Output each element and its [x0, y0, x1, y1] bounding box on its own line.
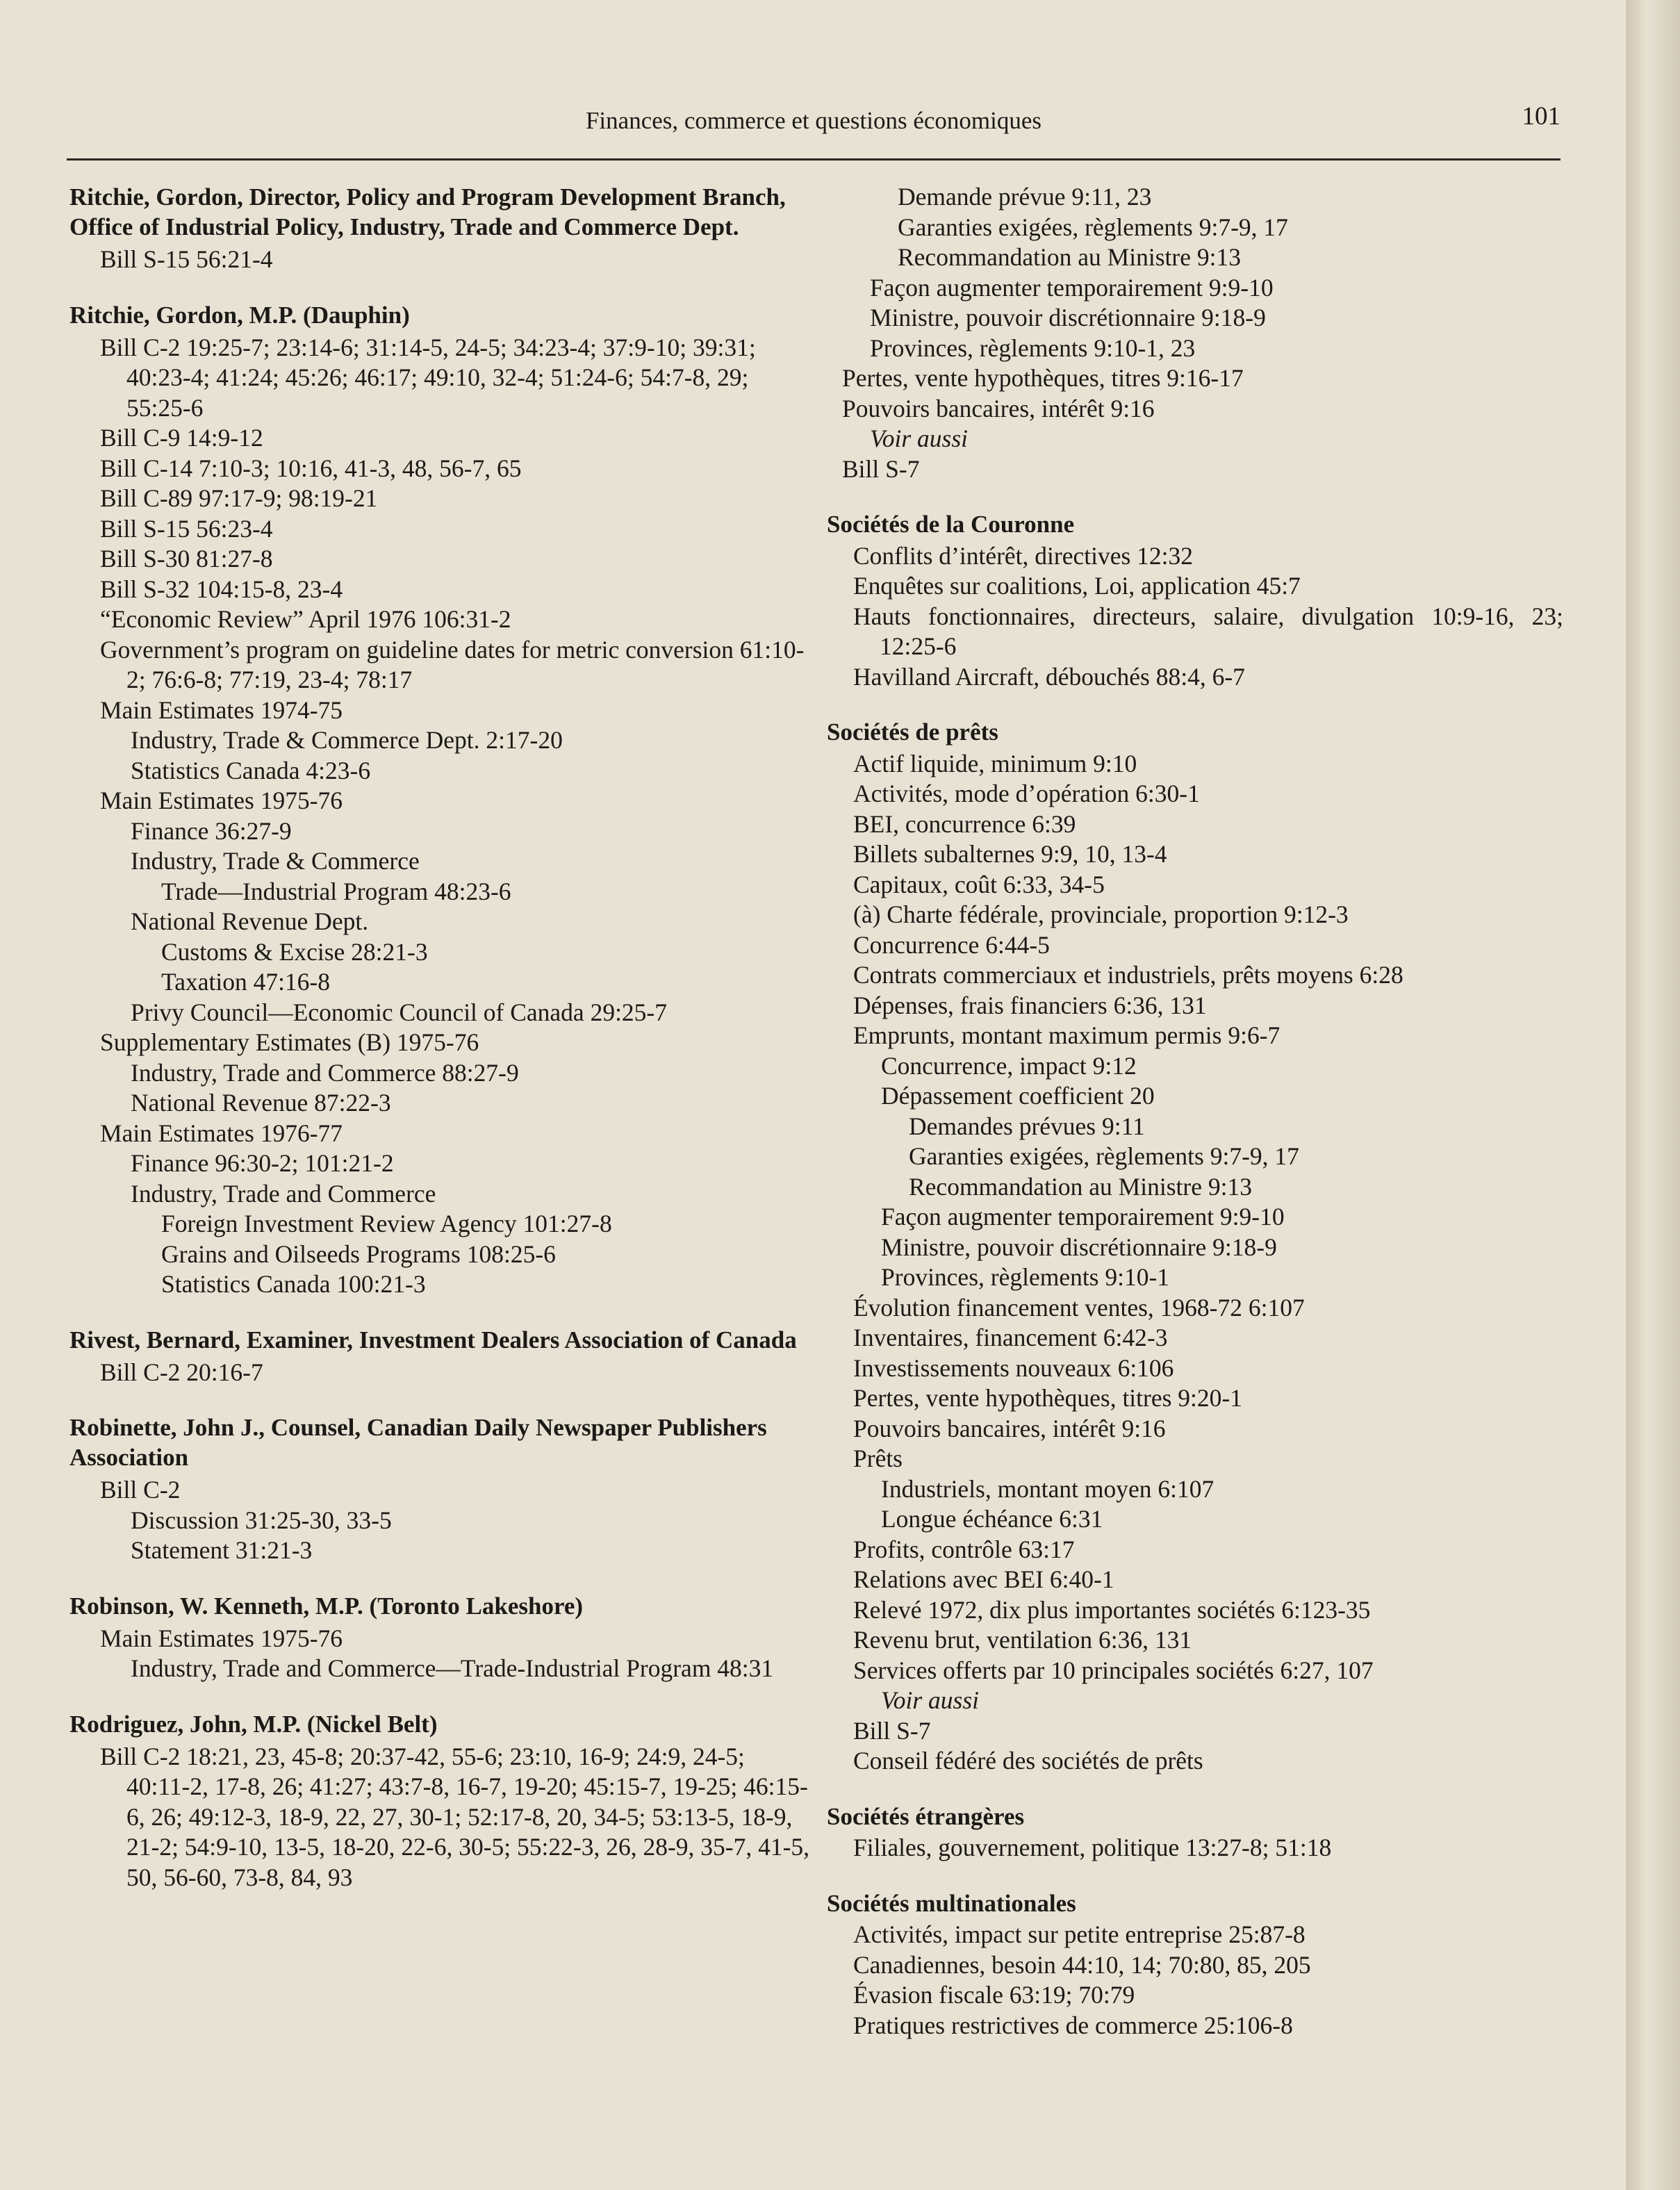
- index-subentry: Main Estimates 1975-76: [100, 1624, 343, 1652]
- index-subentry: Façon augmenter temporairement 9:9-10: [881, 1203, 1285, 1230]
- entry-heading: Ritchie, Gordon, M.P. (Dauphin): [69, 301, 410, 329]
- index-subentry: Government’s program on guideline dates for metric conversion 61:10-2; 76:6-8; 77:19, 23-4; 78:17: [100, 635, 805, 693]
- running-header: [67, 101, 1560, 160]
- section-heading: Sociétés multinationales: [827, 1889, 1076, 1917]
- index-subentry: Pratiques restrictives de commerce 25:106-8: [853, 2011, 1293, 2039]
- index-subentry: Industry, Trade and Commerce—Trade-Industrial Program 48:31: [131, 1654, 774, 1682]
- index-subentry: Pouvoirs bancaires, intérêt 9:16: [853, 1414, 1166, 1442]
- index-subentry: Statement 31:21-3: [131, 1536, 313, 1564]
- index-subentry: (à) Charte fédérale, provinciale, proportion 9:12-3: [853, 900, 1349, 928]
- entry-heading: Robinson, W. Kenneth, M.P. (Toronto Lakeshore): [69, 1592, 584, 1620]
- index-subentry: Havilland Aircraft, débouchés 88:4, 6-7: [853, 662, 1245, 691]
- index-subentry: Investissements nouveaux 6:106: [853, 1353, 1174, 1382]
- entry-heading: Robinette, John J., Counsel, Canadian Daily Newspaper Publishers Association: [69, 1414, 767, 1471]
- index-subentry: Capitaux, coût 6:33, 34-5: [853, 870, 1105, 898]
- index-subentry: Statistics Canada 4:23-6: [131, 756, 371, 784]
- index-entry: [69, 1591, 813, 1684]
- index-subentry: Activités, mode d’opération 6:30-1: [853, 780, 1200, 807]
- index-subentry: Garanties exigées, règlements 9:7-9, 17: [909, 1142, 1299, 1170]
- index-subentry: Grains and Oilseeds Programs 108:25-6: [161, 1240, 556, 1268]
- index-subentry: Enquêtes sur coalitions, Loi, application 45:7: [853, 572, 1301, 600]
- index-subentry: Relations avec BEI 6:40-1: [853, 1565, 1114, 1593]
- index-subentry: Ministre, pouvoir discrétionnaire 9:18-9: [881, 1233, 1277, 1261]
- index-subentry: Demandes prévues 9:11: [909, 1112, 1145, 1140]
- index-subentry: Provinces, règlements 9:10-1: [881, 1263, 1170, 1291]
- index-subentry: Relevé 1972, dix plus importantes sociétés 6:123-35: [853, 1595, 1371, 1624]
- left-column: [69, 182, 813, 1918]
- index-subentry: Emprunts, montant maximum permis 9:6-7: [853, 1021, 1280, 1049]
- index-subentry: Bill S-30 81:27-8: [100, 545, 273, 573]
- index-subentry: Foreign Investment Review Agency 101:27-8: [161, 1210, 612, 1237]
- index-subentry: Supplementary Estimates (B) 1975-76: [100, 1028, 479, 1056]
- index-subentry: Conflits d’intérêt, directives 12:32: [853, 541, 1194, 570]
- index-subentry: Canadiennes, besoin 44:10, 14; 70:80, 85, 205: [853, 1950, 1311, 1979]
- index-subentry: Bill C-2 19:25-7; 23:14-6; 31:14-5, 24-5; 34:23-4; 37:9-10; 39:31; 40:23-4; 41:24; 45:26; 46:17; 49:10, 32-4; 51:24-6; 54:7-8, 29; 55:25-6: [100, 333, 756, 422]
- index-subentry: Privy Council—Economic Council of Canada 29:25-7: [131, 998, 668, 1026]
- index-subentry: National Revenue 87:22-3: [131, 1089, 391, 1117]
- index-subentry: Industry, Trade & Commerce Dept. 2:17-20: [131, 726, 563, 754]
- index-subentry: Bill S-15 56:23-4: [100, 514, 273, 543]
- index-subentry: Filiales, gouvernement, politique 13:27-8; 51:18: [853, 1834, 1332, 1861]
- index-subentry: BEI, concurrence 6:39: [853, 809, 1076, 838]
- index-subentry: Main Estimates 1975-76: [100, 787, 343, 814]
- section-heading: Sociétés de prêts: [827, 718, 998, 746]
- index-subentry: Taxation 47:16-8: [161, 968, 331, 996]
- index-entry: [69, 182, 813, 275]
- index-subentry: Demande prévue 9:11, 23: [898, 183, 1152, 211]
- index-subentry: Finance 36:27-9: [131, 816, 292, 845]
- index-subentry: Dépenses, frais financiers 6:36, 131: [853, 991, 1207, 1019]
- index-subentry: “Economic Review” April 1976 106:31-2: [100, 605, 511, 633]
- index-entry: [69, 1709, 813, 1893]
- index-subentry: Main Estimates 1976-77: [100, 1119, 343, 1147]
- section-heading: Sociétés étrangères: [827, 1802, 1025, 1830]
- index-subentry: Voir aussi: [881, 1686, 980, 1714]
- index-subentry: Services offerts par 10 principales sociétés 6:27, 107: [853, 1656, 1374, 1684]
- index-subentry: Évasion fiscale 63:19; 70:79: [853, 1981, 1135, 2009]
- index-subentry: Ministre, pouvoir discrétionnaire 9:18-9: [870, 304, 1266, 331]
- index-subentry: Conseil fédéré des sociétés de prêts: [853, 1747, 1203, 1775]
- index-subentry: Hauts fonctionnaires, directeurs, salaire, divulgation 10:9-16, 23; 12:25-6: [853, 602, 1563, 660]
- index-subentry: Voir aussi: [870, 425, 969, 452]
- subject-section: [827, 1802, 1563, 1863]
- index-subentry: Industry, Trade and Commerce: [131, 1179, 436, 1208]
- continued-entry: [827, 182, 1563, 484]
- index-subentry: Bill C-9 14:9-12: [100, 424, 263, 452]
- index-subentry: National Revenue Dept.: [131, 907, 369, 935]
- index-subentry: Actif liquide, minimum 9:10: [853, 749, 1137, 777]
- index-subentry: Pertes, vente hypothèques, titres 9:20-1: [853, 1384, 1242, 1412]
- subject-section: [827, 509, 1563, 692]
- subject-section: [827, 717, 1563, 1777]
- index-subentry: Industry, Trade & Commerce: [131, 847, 420, 875]
- right-column: [827, 182, 1563, 2066]
- index-subentry: Main Estimates 1974-75: [100, 695, 343, 724]
- index-subentry: Bill C-89 97:17-9; 98:19-21: [100, 484, 378, 512]
- index-subentry: Façon augmenter temporairement 9:9-10: [870, 273, 1274, 302]
- index-subentry: Bill S-7: [842, 454, 920, 483]
- index-subentry: Finance 96:30-2; 101:21-2: [131, 1149, 394, 1177]
- index-subentry: Bill C-2: [100, 1476, 181, 1504]
- index-subentry: Bill S-15 56:21-4: [100, 245, 273, 273]
- entry-heading: Rivest, Bernard, Examiner, Investment Dealers Association of Canada: [69, 1326, 797, 1353]
- index-subentry: Prêts: [853, 1444, 903, 1472]
- index-subentry: Industry, Trade and Commerce 88:27-9: [131, 1058, 519, 1087]
- index-subentry: Garanties exigées, règlements 9:7-9, 17: [898, 213, 1288, 241]
- index-subentry: Concurrence, impact 9:12: [881, 1051, 1137, 1080]
- index-subentry: Trade—Industrial Program 48:23-6: [161, 877, 511, 905]
- index-entry: [69, 1413, 813, 1566]
- index-subentry: Industriels, montant moyen 6:107: [881, 1474, 1214, 1503]
- index-subentry: Pouvoirs bancaires, intérêt 9:16: [842, 394, 1155, 422]
- section-heading: Sociétés de la Couronne: [827, 511, 1075, 538]
- subject-section: [827, 1888, 1563, 2041]
- index-subentry: Recommandation au Ministre 9:13: [898, 243, 1241, 271]
- index-subentry: Évolution financement ventes, 1968-72 6:107: [853, 1293, 1305, 1322]
- page-number: 101: [1522, 102, 1560, 131]
- index-subentry: Bill C-2 20:16-7: [100, 1358, 263, 1386]
- index-subentry: Bill S-7: [853, 1716, 931, 1745]
- index-subentry: Inventaires, financement 6:42-3: [853, 1324, 1168, 1351]
- index-subentry: Recommandation au Ministre 9:13: [909, 1172, 1252, 1201]
- index-subentry: Revenu brut, ventilation 6:36, 131: [853, 1626, 1192, 1654]
- index-subentry: Profits, contrôle 63:17: [853, 1535, 1075, 1563]
- index-subentry: Billets subalternes 9:9, 10, 13-4: [853, 840, 1167, 868]
- index-subentry: Bill S-32 104:15-8, 23-4: [100, 575, 343, 603]
- index-subentry: Provinces, règlements 9:10-1, 23: [870, 334, 1196, 362]
- page-edge: [1626, 0, 1680, 2190]
- index-subentry: Contrats commerciaux et industriels, prêts moyens 6:28: [853, 961, 1403, 989]
- index-subentry: Customs & Excise 28:21-3: [161, 937, 428, 966]
- index-entry: [69, 300, 813, 1300]
- running-title: Finances, commerce et questions économiques: [585, 107, 1042, 134]
- entry-heading: Ritchie, Gordon, Director, Policy and Program Development Branch, Office of Industrial Policy, Industry, Trade and Commerce Dept.: [69, 183, 786, 240]
- index-subentry: Pertes, vente hypothèques, titres 9:16-17: [842, 364, 1244, 392]
- index-subentry: Discussion 31:25-30, 33-5: [131, 1506, 392, 1534]
- index-subentry: Statistics Canada 100:21-3: [161, 1270, 426, 1298]
- index-subentry: Bill C-14 7:10-3; 10:16, 41-3, 48, 56-7, 65: [100, 454, 522, 482]
- index-subentry: Dépassement coefficient 20: [881, 1082, 1155, 1110]
- index-subentry: Longue échéance 6:31: [881, 1505, 1103, 1533]
- index-subentry: Concurrence 6:44-5: [853, 930, 1050, 959]
- index-subentry: Bill C-2 18:21, 23, 45-8; 20:37-42, 55-6; 23:10, 16-9; 24:9, 24-5; 40:11-2, 17-8, 26; 41:27; 43:7-8, 16-7, 19-20; 45:15-7, 19-25; 46:15-6, 26; 49:12-3, 18-9, 22, 27, 30-1; 52:17-8, 20, 34-5; 53:13-5, 18-9, 21-2; 54:9-10, 13-5, 18-20, 22-6, 30-5; 55:22-3, 26, 28-9, 35-7, 41-5, 50, 56-60, 73-8, 84, 93: [100, 1742, 810, 1891]
- index-subentry: Activités, impact sur petite entreprise 25:87-8: [853, 1920, 1306, 1948]
- entry-heading: Rodriguez, John, M.P. (Nickel Belt): [69, 1710, 438, 1738]
- index-entry: [69, 1325, 813, 1388]
